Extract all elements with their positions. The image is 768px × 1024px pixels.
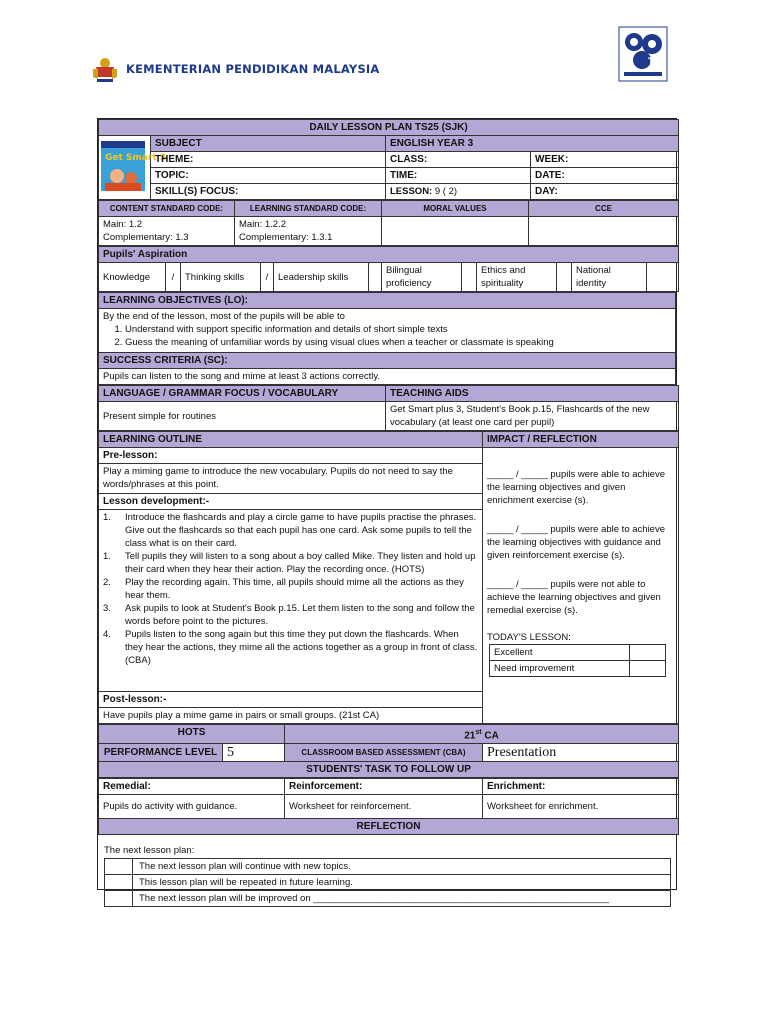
next-option: This lesson plan will be repeated in future learning. [133, 875, 671, 891]
todays-lesson-table [489, 644, 666, 677]
next-option: The next lesson plan will be improved on ________________________________________________________ [133, 891, 671, 907]
date-label: DATE: [531, 168, 679, 184]
topic-label: TOPIC: [151, 168, 386, 184]
post-lesson-label: Post-lesson:- [99, 692, 483, 708]
cba-value: Presentation [483, 744, 679, 762]
learning-main: Main: 1.2.2 [239, 219, 286, 230]
follow-up-table [98, 778, 679, 835]
dev-step: 3. Ask pupils to look at Student's Book p.15. Let them listen to the song and follow the words before point to the pictures. [103, 602, 478, 628]
next-option: The next lesson plan will continue with new topics. [133, 859, 671, 875]
reflection-label: REFLECTION [99, 819, 679, 835]
improvement-box[interactable] [630, 661, 666, 677]
reflection-section [98, 835, 676, 907]
lesson-development-content [99, 510, 483, 692]
content-standard-label: CONTENT STANDARD CODE: [99, 201, 235, 217]
learning-outline-label: LEARNING OUTLINE [99, 432, 483, 448]
book-cover-icon [101, 141, 166, 191]
lesson-cell [386, 184, 531, 200]
subject-value: ENGLISH YEAR 3 [386, 136, 679, 152]
objectives-table [98, 292, 676, 385]
aspiration-label: Pupils' Aspiration [99, 247, 679, 263]
language-label: LANGUAGE / GRAMMAR FOCUS / VOCABULARY [99, 386, 386, 402]
content-main: Main: 1.2 [103, 219, 143, 230]
lesson-label: LESSON: [390, 186, 433, 197]
aspiration-leadership: Leadership skills [274, 263, 369, 292]
skills-focus-label: SKILL(S) FOCUS: [151, 184, 386, 200]
pre-lesson-label: Pre-lesson: [99, 448, 483, 464]
aspiration-ethics: Ethics and spirituality [477, 263, 557, 292]
next-plan-label: The next lesson plan: [104, 845, 195, 857]
teaching-aids-text: Get Smart plus 3, Student's Book p.15, Flashcards of the new vocabulary (at least one card per pupil) [386, 402, 679, 431]
aspiration-table [98, 246, 679, 292]
aspiration-national-mark [647, 263, 679, 292]
week-label: WEEK: [531, 152, 679, 168]
content-complementary: Complementary: 1.3 [103, 232, 189, 243]
language-text: Present simple for routines [99, 402, 386, 431]
language-aids-table [98, 385, 679, 431]
cce-label: CCE [529, 201, 679, 217]
hots-label: HOTS [99, 725, 285, 744]
standards-table [98, 200, 679, 246]
dev-step-text: Introduce the flashcards and play a circle game to have pupils practise the phrases. Give out the flashcards so that each pupil has one card. Ask some pupils to tell the class what is on their card. [125, 512, 477, 549]
option-checkbox[interactable] [105, 891, 133, 907]
ministry-name: KEMENTERIAN PENDIDIKAN MALAYSIA [126, 62, 380, 76]
moral-values-label: MORAL VALUES [382, 201, 529, 217]
performance-level-value: 5 [223, 744, 285, 762]
day-label: DAY: [531, 184, 679, 200]
dev-step: 1. Introduce the flashcards and play a circle game to have pupils practise the phrases. Give out the flashcards so that each pupil has one card. Ask some pupils to tell the class what is on their card. [103, 512, 477, 549]
dev-step: 1. Tell pupils they will listen to a song about a boy called Mike. They listen and hold up their card when they hear their action. Play the recording once. (HOTS) [103, 550, 478, 576]
impact-enrichment: _____ / _____ pupils were able to achieve the learning objectives and given enrichment exercise (s). [487, 469, 665, 506]
cce-value [529, 217, 679, 246]
theme-label: THEME: [151, 152, 386, 168]
moral-values-value [382, 217, 529, 246]
aspiration-leadership-mark [369, 263, 382, 292]
book-cover-text: Get Smart 3 [105, 152, 166, 163]
sc-text: Pupils can listen to the song and mime at least 3 actions correctly. [99, 369, 676, 385]
lo-content [99, 309, 676, 353]
pre-lesson-text: Play a miming game to introduce the new vocabulary. Pupils do not need to say the words/phrases at this point. [99, 464, 483, 494]
aspiration-knowledge-mark: / [166, 263, 181, 292]
dev-step: 4. Pupils listen to the song again but this time they put down the flashcards. When they hear the actions, they mime all the actions together as a group in front of class. (CBA) [103, 629, 478, 666]
aspiration-thinking: Thinking skills [181, 263, 261, 292]
lo-item: 2. Guess the meaning of unfamiliar words by using visual clues when a teacher or classmate is speaking [125, 336, 671, 349]
ts25-logo-text: TS25 [648, 57, 674, 67]
impact-remedial: _____ / _____ pupils were not able to achieve the learning objectives and given remedial exercise (s). [487, 579, 661, 616]
aspiration-knowledge: Knowledge [99, 263, 166, 292]
learning-standard-label: LEARNING STANDARD CODE: [235, 201, 382, 217]
plan-header-table [98, 119, 679, 200]
ca-label: 21st CA [285, 725, 679, 744]
sc-label: SUCCESS CRITERIA (SC): [99, 353, 676, 369]
impact-reflection-label: IMPACT / REFLECTION [483, 432, 679, 448]
students-task-label: STUDENTS' TASK TO FOLLOW UP [99, 762, 679, 778]
option-checkbox[interactable] [105, 859, 133, 875]
lo-item: 1. Understand with support specific information and details of short simple texts [125, 323, 671, 336]
learning-standard-values [235, 217, 382, 246]
post-lesson-text: Have pupils play a mime game in pairs or small groups. (21st CA) [99, 708, 483, 724]
enrichment-label: Enrichment: [483, 779, 679, 795]
dev-step-text: Pupils listen to the song again but this time they put down the flashcards. When they hear the actions, they mime all the actions together as a group in front of class. (CBA) [125, 629, 478, 666]
malaysia-crest-icon [90, 55, 120, 83]
remedial-text: Pupils do activity with guidance. [99, 795, 285, 819]
aspiration-bilingual: Bilingual proficiency [382, 263, 462, 292]
aspiration-ethics-mark [557, 263, 572, 292]
lesson-development-label: Lesson development:- [99, 494, 483, 510]
excellent-label: Excellent [490, 645, 630, 661]
subject-label: SUBJECT [151, 136, 386, 152]
cba-label: CLASSROOM BASED ASSESSMENT (CBA) [285, 744, 483, 762]
teaching-aids-label: TEACHING AIDS [386, 386, 679, 402]
lesson-value: 9 ( 2) [434, 186, 458, 197]
excellent-box[interactable] [630, 645, 666, 661]
next-plan-options [104, 858, 671, 907]
dev-step-text: Play the recording again. This time, all pupils should mime all the actions as they hear them. [125, 577, 464, 601]
impact-reinforcement: _____ / _____ pupils were able to achieve the learning objectives with guidance and given reinforcement exercise (s). [487, 524, 665, 561]
lo-label: LEARNING OBJECTIVES (LO): [99, 293, 676, 309]
dev-step: 2. Play the recording again. This time, all pupils should mime all the actions as they hear them. [103, 576, 478, 602]
outline-table [98, 431, 679, 724]
remedial-label: Remedial: [99, 779, 285, 795]
enrichment-text: Worksheet for enrichment. [483, 795, 679, 819]
plan-title: DAILY LESSON PLAN TS25 (SJK) [99, 120, 679, 136]
class-label: CLASS: [386, 152, 531, 168]
assessment-table [98, 724, 679, 778]
lo-list [103, 323, 671, 349]
book-cover [99, 136, 166, 200]
lo-intro: By the end of the lesson, most of the pupils will be able to [103, 311, 345, 322]
todays-lesson-label: TODAY'S LESSON: [487, 632, 571, 643]
reinforcement-text: Worksheet for reinforcement. [285, 795, 483, 819]
aspiration-bilingual-mark [462, 263, 477, 292]
content-standard-values [99, 217, 235, 246]
improvement-label: Need improvement [490, 661, 630, 677]
reinforcement-label: Reinforcement: [285, 779, 483, 795]
aspiration-national: National identity [572, 263, 647, 292]
dev-step-text: Tell pupils they will listen to a song about a boy called Mike. They listen and hold up their card when they hear their action. Play the recording once. (HOTS) [125, 551, 476, 575]
option-checkbox[interactable] [105, 875, 133, 891]
lesson-plan-sheet [97, 118, 677, 905]
ts25-logo-icon [618, 26, 674, 82]
learning-complementary: Complementary: 1.3.1 [239, 232, 333, 243]
dev-step-text: Ask pupils to look at Student's Book p.15. Let them listen to the song and follow the words before point to the pictures. [125, 603, 475, 627]
impact-content [483, 448, 679, 724]
time-label: TIME: [386, 168, 531, 184]
aspiration-thinking-mark: / [261, 263, 274, 292]
performance-level-label: PERFORMANCE LEVEL [99, 744, 223, 762]
ministry-header [90, 54, 380, 84]
